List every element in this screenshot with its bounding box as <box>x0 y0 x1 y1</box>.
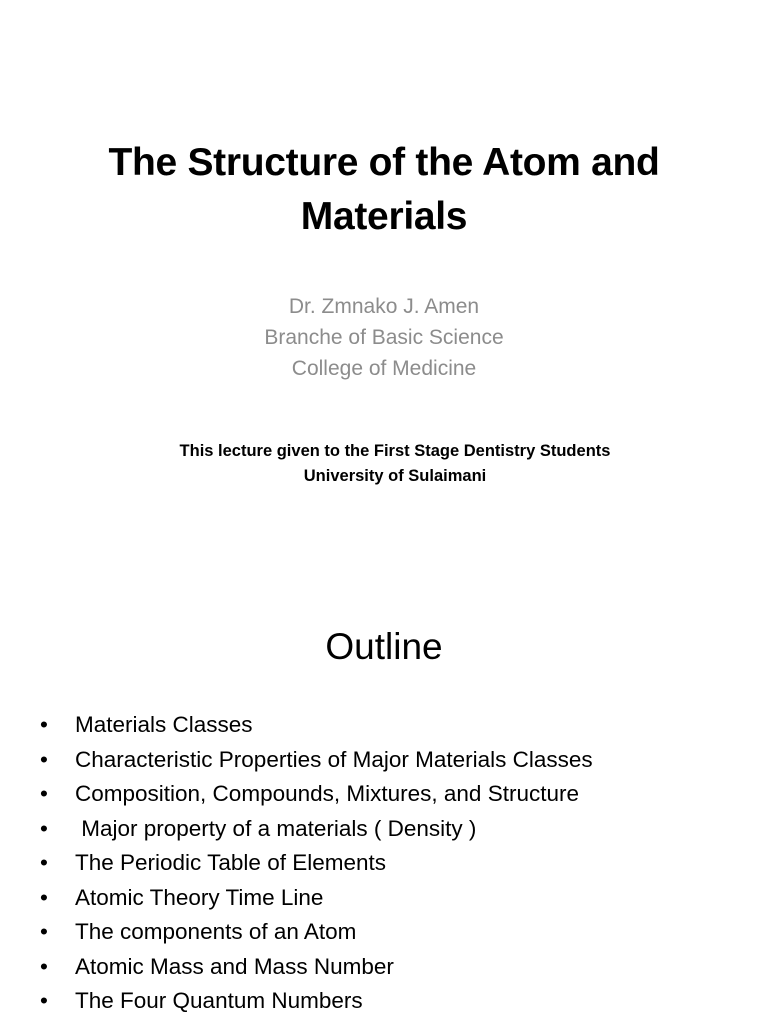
outline-item <box>40 881 760 916</box>
author-block <box>0 291 768 384</box>
author-college: College of Medicine <box>291 357 477 380</box>
outline-item <box>40 915 760 950</box>
outline-item-text: The components of an Atom <box>75 919 357 944</box>
bullet-icon: • <box>40 850 48 875</box>
outline-item <box>40 984 760 1019</box>
lecture-note <box>0 439 768 489</box>
outline-item-text: Characteristic Properties of Major Materials Classes <box>75 746 593 772</box>
outline-item <box>40 777 760 812</box>
outline-item <box>40 846 760 881</box>
bullet-icon: • <box>40 988 48 1013</box>
author-name: Dr. Zmnako J. Amen <box>288 295 480 318</box>
bullet-icon: • <box>40 953 48 979</box>
university-name: University of Sulaimani <box>303 467 487 485</box>
slide-title: The Structure of the Atom and Materials <box>108 141 660 238</box>
bullet-icon: • <box>40 781 48 806</box>
outline-item-text: Atomic Theory Time Line <box>75 884 324 910</box>
author-department: Branche of Basic Science <box>264 326 504 349</box>
outline-item-text: Major property of a materials ( Density ) <box>75 815 477 841</box>
bullet-icon: • <box>40 712 48 737</box>
outline-heading: Outline <box>325 626 443 667</box>
outline-item <box>40 812 760 847</box>
bullet-icon: • <box>40 884 48 910</box>
outline-item-text: Composition, Compounds, Mixtures, and Structure <box>75 781 579 806</box>
outline-item <box>40 743 760 778</box>
bullet-icon: • <box>40 919 48 944</box>
outline-item-text: Atomic Mass and Mass Number <box>75 953 394 979</box>
bullet-icon: • <box>40 815 48 841</box>
outline-list <box>40 708 760 1019</box>
bullet-icon: • <box>40 746 48 772</box>
outline-item <box>40 950 760 985</box>
lecture-audience: This lecture given to the First Stage Dentistry Students <box>179 442 611 460</box>
outline-item-text: The Periodic Table of Elements <box>75 850 387 875</box>
outline-item-text: The Four Quantum Numbers <box>75 988 363 1013</box>
outline-item-text: Materials Classes <box>75 712 253 737</box>
outline-item <box>40 708 760 743</box>
